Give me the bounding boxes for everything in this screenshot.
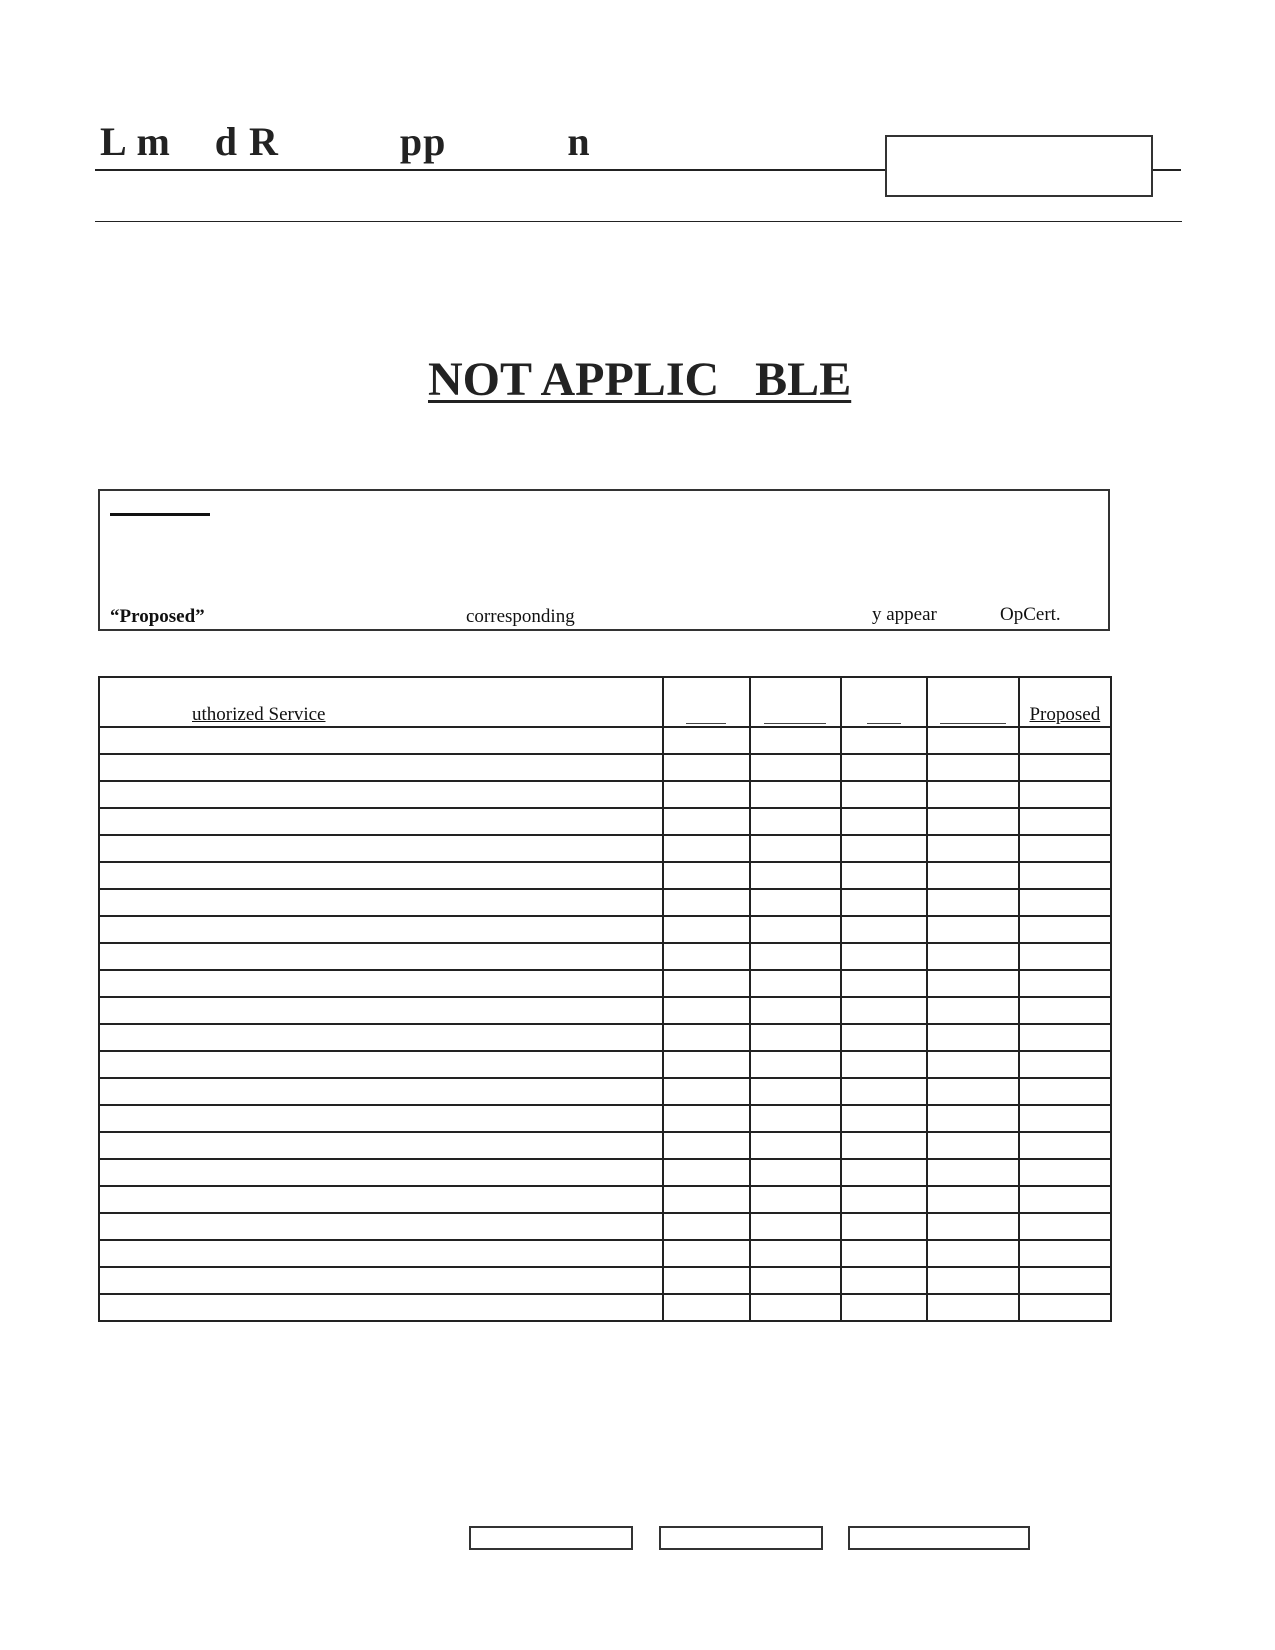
table-row <box>99 1213 1111 1240</box>
header-proposed: Proposed <box>1019 677 1111 727</box>
service-cell[interactable] <box>99 862 663 889</box>
service-cell[interactable] <box>99 1294 663 1321</box>
value-cell[interactable] <box>927 1213 1019 1240</box>
proposed-label: “Proposed” <box>110 606 205 627</box>
title-underline <box>95 169 885 171</box>
value-cell[interactable] <box>663 862 750 889</box>
value-cell[interactable] <box>927 1132 1019 1159</box>
value-cell[interactable] <box>927 1159 1019 1186</box>
service-cell[interactable] <box>99 970 663 997</box>
value-cell[interactable] <box>750 781 841 808</box>
value-cell[interactable] <box>663 808 750 835</box>
value-cell[interactable] <box>750 1240 841 1267</box>
value-cell[interactable] <box>663 1213 750 1240</box>
value-cell[interactable] <box>927 862 1019 889</box>
value-cell[interactable] <box>663 1159 750 1186</box>
value-cell[interactable] <box>663 1240 750 1267</box>
value-cell[interactable] <box>1019 1051 1111 1078</box>
value-cell[interactable] <box>663 1132 750 1159</box>
value-cell[interactable] <box>1019 916 1111 943</box>
header-divider <box>95 221 1182 222</box>
value-cell[interactable] <box>927 727 1019 754</box>
note-heading-rule <box>110 513 210 516</box>
value-cell[interactable] <box>750 1294 841 1321</box>
value-cell[interactable] <box>1019 1240 1111 1267</box>
value-cell[interactable] <box>927 1294 1019 1321</box>
footer-field-3[interactable] <box>848 1526 1030 1550</box>
appear-text: y appear <box>872 604 937 625</box>
value-cell[interactable] <box>927 916 1019 943</box>
value-cell[interactable] <box>841 1240 927 1267</box>
value-cell[interactable] <box>663 1078 750 1105</box>
table-row <box>99 727 1111 754</box>
service-cell[interactable] <box>99 1105 663 1132</box>
table-row <box>99 808 1111 835</box>
value-cell[interactable] <box>663 727 750 754</box>
table-row <box>99 1240 1111 1267</box>
title-underline-right <box>1151 169 1181 171</box>
table-header-row <box>99 677 1111 727</box>
table-row <box>99 1267 1111 1294</box>
value-cell[interactable] <box>927 781 1019 808</box>
value-cell[interactable] <box>1019 943 1111 970</box>
service-cell[interactable] <box>99 916 663 943</box>
value-cell[interactable] <box>750 970 841 997</box>
value-cell[interactable] <box>841 1132 927 1159</box>
value-cell[interactable] <box>750 835 841 862</box>
value-cell[interactable] <box>841 1078 927 1105</box>
value-cell[interactable] <box>1019 754 1111 781</box>
value-cell[interactable] <box>750 1078 841 1105</box>
table-row <box>99 1051 1111 1078</box>
form-title: L m d R pp n <box>100 119 591 164</box>
table-row <box>99 997 1111 1024</box>
value-cell[interactable] <box>750 727 841 754</box>
table-row <box>99 1132 1111 1159</box>
table-row <box>99 1186 1111 1213</box>
value-cell[interactable] <box>663 916 750 943</box>
value-cell[interactable] <box>1019 727 1111 754</box>
value-cell[interactable] <box>1019 835 1111 862</box>
value-cell[interactable] <box>750 808 841 835</box>
value-cell[interactable] <box>841 943 927 970</box>
value-cell[interactable] <box>1019 1024 1111 1051</box>
value-cell[interactable] <box>927 997 1019 1024</box>
value-cell[interactable] <box>663 1294 750 1321</box>
table-row <box>99 1294 1111 1321</box>
service-cell[interactable] <box>99 1051 663 1078</box>
value-cell[interactable] <box>841 997 927 1024</box>
footer-field-2[interactable] <box>659 1526 823 1550</box>
value-cell[interactable] <box>841 1213 927 1240</box>
value-cell[interactable] <box>841 1105 927 1132</box>
service-cell[interactable] <box>99 808 663 835</box>
value-cell[interactable] <box>927 1024 1019 1051</box>
value-cell[interactable] <box>750 862 841 889</box>
value-cell[interactable] <box>927 1078 1019 1105</box>
value-cell[interactable] <box>1019 970 1111 997</box>
value-cell[interactable] <box>750 1132 841 1159</box>
value-cell[interactable] <box>750 997 841 1024</box>
value-cell[interactable] <box>841 1024 927 1051</box>
value-cell[interactable] <box>1019 862 1111 889</box>
value-cell[interactable] <box>841 1159 927 1186</box>
service-cell[interactable] <box>99 727 663 754</box>
service-cell[interactable] <box>99 754 663 781</box>
table-row <box>99 862 1111 889</box>
table-row <box>99 970 1111 997</box>
value-cell[interactable] <box>750 1051 841 1078</box>
table-row <box>99 835 1111 862</box>
value-cell[interactable] <box>841 808 927 835</box>
value-cell[interactable] <box>927 1051 1019 1078</box>
value-cell[interactable] <box>1019 889 1111 916</box>
value-cell[interactable] <box>1019 781 1111 808</box>
value-cell[interactable] <box>841 889 927 916</box>
value-cell[interactable] <box>750 1267 841 1294</box>
value-cell[interactable] <box>663 1267 750 1294</box>
value-cell[interactable] <box>1019 1132 1111 1159</box>
value-cell[interactable] <box>750 1105 841 1132</box>
value-cell[interactable] <box>750 1159 841 1186</box>
service-cell[interactable] <box>99 997 663 1024</box>
value-cell[interactable] <box>841 1267 927 1294</box>
value-cell[interactable] <box>841 970 927 997</box>
service-cell[interactable] <box>99 889 663 916</box>
value-cell[interactable] <box>750 916 841 943</box>
corresponding-text: corresponding <box>466 606 575 627</box>
value-cell[interactable] <box>841 835 927 862</box>
service-cell[interactable] <box>99 943 663 970</box>
service-cell[interactable] <box>99 1240 663 1267</box>
value-cell[interactable] <box>1019 1267 1111 1294</box>
value-cell[interactable] <box>841 754 927 781</box>
value-cell[interactable] <box>663 997 750 1024</box>
value-cell[interactable] <box>927 943 1019 970</box>
service-cell[interactable] <box>99 1267 663 1294</box>
value-cell[interactable] <box>750 1213 841 1240</box>
value-cell[interactable] <box>1019 1159 1111 1186</box>
header-col-3 <box>841 677 927 727</box>
table-row <box>99 916 1111 943</box>
service-cell[interactable] <box>99 1213 663 1240</box>
service-cell[interactable] <box>99 781 663 808</box>
value-cell[interactable] <box>750 889 841 916</box>
service-cell[interactable] <box>99 1186 663 1213</box>
value-cell[interactable] <box>663 754 750 781</box>
value-cell[interactable] <box>927 889 1019 916</box>
table-row <box>99 754 1111 781</box>
service-cell[interactable] <box>99 1078 663 1105</box>
value-cell[interactable] <box>663 943 750 970</box>
value-cell[interactable] <box>750 1186 841 1213</box>
header-authorized-service: uthorized Service <box>99 677 663 727</box>
value-cell[interactable] <box>750 943 841 970</box>
header-col-2 <box>750 677 841 727</box>
service-cell[interactable] <box>99 835 663 862</box>
value-cell[interactable] <box>1019 1213 1111 1240</box>
service-cell[interactable] <box>99 1024 663 1051</box>
value-cell[interactable] <box>1019 1078 1111 1105</box>
authorized-service-table <box>98 676 1112 1322</box>
table-row <box>99 1024 1111 1051</box>
value-cell[interactable] <box>841 862 927 889</box>
value-cell[interactable] <box>927 754 1019 781</box>
value-cell[interactable] <box>663 1186 750 1213</box>
value-cell[interactable] <box>1019 997 1111 1024</box>
table-row <box>99 889 1111 916</box>
value-cell[interactable] <box>663 889 750 916</box>
value-cell[interactable] <box>841 1186 927 1213</box>
footer-field-1[interactable] <box>469 1526 633 1550</box>
value-cell[interactable] <box>927 1186 1019 1213</box>
value-cell[interactable] <box>927 835 1019 862</box>
value-cell[interactable] <box>663 1051 750 1078</box>
value-cell[interactable] <box>663 970 750 997</box>
note-box <box>98 489 1110 631</box>
value-cell[interactable] <box>927 1267 1019 1294</box>
table-row <box>99 1159 1111 1186</box>
office-use-box <box>885 135 1153 197</box>
value-cell[interactable] <box>841 1051 927 1078</box>
table-row <box>99 1105 1111 1132</box>
value-cell[interactable] <box>663 1024 750 1051</box>
value-cell[interactable] <box>927 808 1019 835</box>
value-cell[interactable] <box>927 970 1019 997</box>
table-row <box>99 943 1111 970</box>
value-cell[interactable] <box>663 1105 750 1132</box>
service-cell[interactable] <box>99 1159 663 1186</box>
value-cell[interactable] <box>927 1105 1019 1132</box>
table-row <box>99 781 1111 808</box>
value-cell[interactable] <box>841 1294 927 1321</box>
value-cell[interactable] <box>1019 1294 1111 1321</box>
table-row <box>99 1078 1111 1105</box>
value-cell[interactable] <box>663 835 750 862</box>
value-cell[interactable] <box>1019 808 1111 835</box>
not-applicable-banner: NOT APPLIC BLE <box>428 353 852 406</box>
value-cell[interactable] <box>841 916 927 943</box>
header-col-4 <box>927 677 1019 727</box>
value-cell[interactable] <box>841 727 927 754</box>
value-cell[interactable] <box>750 1024 841 1051</box>
service-cell[interactable] <box>99 1132 663 1159</box>
value-cell[interactable] <box>927 1240 1019 1267</box>
value-cell[interactable] <box>841 781 927 808</box>
value-cell[interactable] <box>750 754 841 781</box>
value-cell[interactable] <box>1019 1105 1111 1132</box>
value-cell[interactable] <box>1019 1186 1111 1213</box>
header-col-1 <box>663 677 750 727</box>
opcert-text: OpCert. <box>1000 604 1061 625</box>
value-cell[interactable] <box>663 781 750 808</box>
